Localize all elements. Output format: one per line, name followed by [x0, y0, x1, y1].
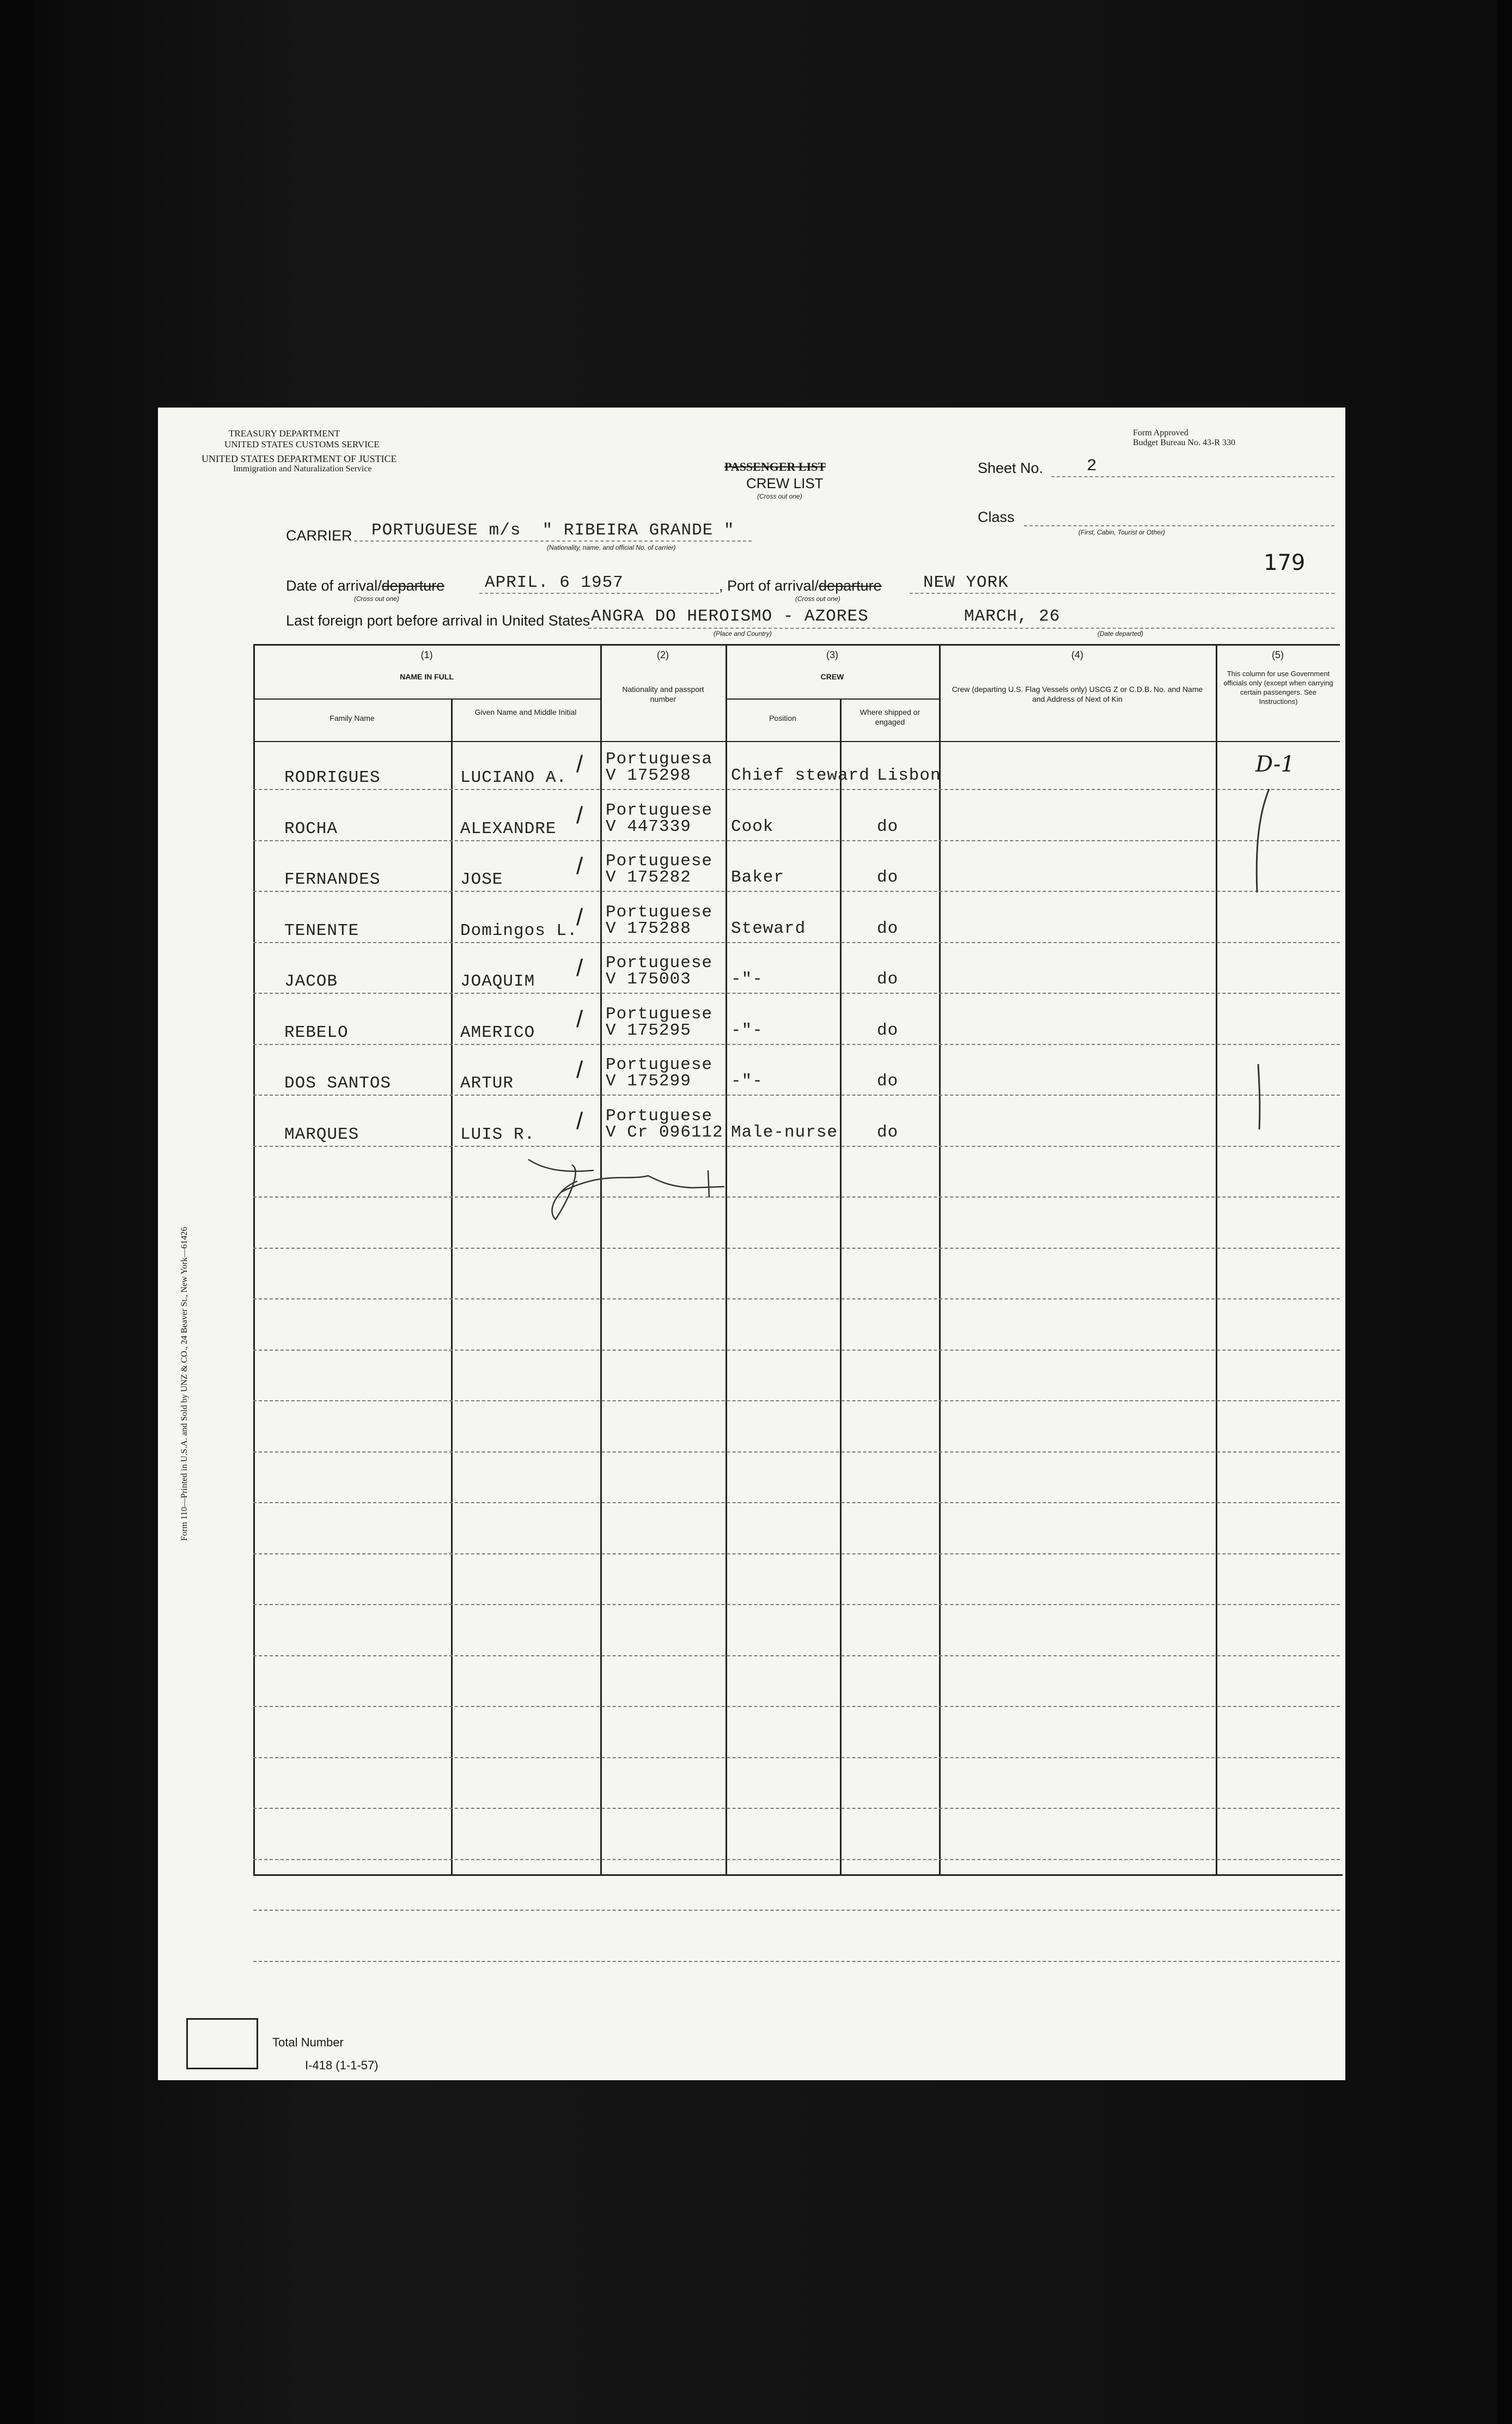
row-rule — [253, 840, 1340, 841]
col3a-header: Position — [769, 714, 796, 722]
name-subhead-line — [253, 698, 600, 700]
given-name: AMERICO — [460, 1023, 535, 1042]
given-name: ALEXANDRE — [460, 819, 557, 839]
col5-title: This column for use Government officials only (except when carrying certain passengers. See Instructions) — [1223, 670, 1333, 706]
divider-kin-official — [1216, 644, 1217, 1875]
check-mark: / — [576, 955, 583, 981]
date-line — [479, 593, 719, 594]
dept-line-1: TREASURY DEPARTMENT — [229, 428, 340, 439]
where-shipped: do — [877, 970, 899, 989]
date-label-struck: departure — [381, 578, 445, 594]
passport-number: V 175288 — [606, 919, 691, 938]
last-port-label: Last foreign port before arrival in United States — [286, 612, 590, 629]
passenger-list-struck: PASSENGER LIST — [724, 460, 826, 473]
family-name: REBELO — [284, 1023, 349, 1042]
position: -"- — [731, 1020, 763, 1040]
date-departed-note: (Date departed) — [1098, 630, 1144, 637]
row-rule — [253, 1859, 1340, 1860]
row-rule — [253, 1961, 1340, 1962]
row-rule — [253, 1196, 1340, 1198]
given-name: JOAQUIM — [460, 972, 535, 991]
where-shipped: do — [877, 919, 899, 938]
margin-note: D-1 — [1255, 752, 1295, 777]
last-port-value: ANGRA DO HEROISMO - AZORES — [591, 607, 869, 626]
port-label-text: , Port of arrival/ — [719, 578, 819, 594]
passport-number: V 175003 — [606, 970, 691, 989]
form-approved: Form Approved — [1133, 428, 1188, 438]
nationality: Portuguese — [606, 1106, 713, 1126]
passport-number: V 175282 — [606, 868, 691, 887]
row-rule — [253, 1757, 1340, 1758]
check-mark: / — [576, 1107, 583, 1134]
given-name: JOSE — [460, 870, 503, 889]
passport-number: V 175295 — [606, 1020, 691, 1040]
date-departed-value: MARCH, 26 — [964, 607, 1060, 626]
stamp-number: 179 — [1264, 550, 1306, 575]
col1-num: (1) — [420, 649, 433, 660]
row-rule — [253, 1910, 1340, 1911]
port-label — [719, 578, 882, 594]
row-rule — [253, 1095, 1340, 1096]
row-rule — [253, 1451, 1340, 1453]
nationality: Portuguese — [606, 902, 713, 922]
nationality: Portuguese — [606, 1004, 713, 1024]
row-rule — [253, 1044, 1340, 1045]
total-box — [186, 2018, 258, 2069]
col1a-header: Family Name — [330, 714, 375, 722]
divider-crew-kin — [939, 644, 941, 1875]
row-rule — [253, 789, 1340, 790]
nationality: Portuguese — [606, 953, 713, 973]
check-mark: / — [576, 1056, 583, 1083]
port-line — [910, 593, 1334, 594]
nationality: Portuguese — [606, 1055, 713, 1074]
divider-position-shipped — [840, 698, 842, 1875]
family-name: DOS SANTOS — [284, 1074, 392, 1093]
row-rule — [253, 942, 1340, 943]
header-bottom-line — [253, 741, 1340, 742]
row-rule — [253, 1350, 1340, 1351]
where-shipped: do — [877, 1072, 899, 1091]
position: Male-nurse — [731, 1122, 838, 1142]
sheet-number: 2 — [1087, 457, 1098, 476]
margin-stroke-lower — [1247, 1061, 1269, 1132]
dept-line-2: UNITED STATES CUSTOMS SERVICE — [224, 439, 380, 449]
where-shipped: do — [877, 817, 899, 836]
where-shipped: do — [877, 868, 899, 887]
date-cross-note: (Cross out one) — [354, 595, 399, 603]
family-name: TENENTE — [284, 921, 359, 940]
class-label: Class — [978, 509, 1015, 525]
port-cross-note: (Cross out one) — [795, 595, 840, 603]
col1-title: NAME IN FULL — [400, 672, 454, 681]
family-name: RODRIGUES — [284, 768, 381, 787]
row-rule — [253, 1298, 1340, 1299]
crew-subhead-line — [725, 698, 939, 700]
form-number: I-418 (1-1-57) — [305, 2058, 379, 2072]
given-name: LUIS R. — [460, 1125, 535, 1144]
row-rule — [253, 1604, 1340, 1605]
position: Cook — [731, 817, 774, 836]
nationality: Portuguesa — [606, 750, 713, 769]
class-line — [1024, 525, 1334, 526]
row-rule — [253, 1655, 1340, 1656]
passport-number: V Cr 096112 — [606, 1122, 723, 1142]
date-label-text: Date of arrival/ — [286, 578, 382, 594]
position: Chief steward — [731, 766, 870, 785]
row-rule — [253, 1146, 1340, 1147]
row-rule — [253, 891, 1340, 892]
signature — [496, 1149, 746, 1230]
col5-num: (5) — [1272, 649, 1284, 660]
check-mark: / — [576, 1005, 583, 1032]
given-name: LUCIANO A. — [460, 768, 568, 787]
last-port-line — [588, 628, 1334, 629]
cross-out-note: (Cross out one) — [757, 493, 802, 500]
dept-line-4: Immigration and Naturalization Service — [233, 464, 372, 473]
table-left-line — [253, 644, 255, 1875]
carrier-value: PORTUGUESE m/s " RIBEIRA GRANDE " — [371, 521, 735, 540]
total-label: Total Number — [272, 2036, 344, 2049]
family-name: FERNANDES — [284, 870, 381, 889]
port-label-struck: departure — [819, 578, 882, 594]
where-shipped: do — [877, 1020, 899, 1040]
position: -"- — [731, 1072, 763, 1091]
divider-nationality-crew — [725, 644, 727, 1875]
table-bottom-line — [253, 1874, 1343, 1876]
table-top-line — [253, 644, 1340, 646]
check-mark: / — [576, 801, 583, 829]
col4-num: (4) — [1071, 649, 1083, 660]
col3-num: (3) — [826, 649, 838, 660]
date-label — [286, 578, 444, 594]
row-rule — [253, 1248, 1340, 1249]
given-name: Domingos L. — [460, 921, 578, 940]
crew-list-title: CREW LIST — [746, 475, 824, 491]
place-note: (Place and Country) — [714, 630, 772, 637]
port-value: NEW YORK — [923, 573, 1009, 592]
dept-line-3: UNITED STATES DEPARTMENT OF JUSTICE — [202, 453, 397, 464]
position: Baker — [731, 868, 785, 887]
family-name: ROCHA — [284, 819, 338, 839]
side-print: Form 110—Printed in U.S.A. and Sold by UNZ & CO., 24 Beaver St., New York—61426 — [180, 1226, 189, 1541]
carrier-line — [354, 540, 752, 542]
carrier-note: (Nationality, name, and official No. of carrier) — [547, 544, 676, 551]
date-value: APRIL. 6 1957 — [485, 573, 624, 592]
divider-name-nationality — [600, 644, 602, 1875]
col2-title: Nationality and passport number — [622, 685, 704, 703]
carrier-label: CARRIER — [286, 527, 352, 544]
row-rule — [253, 993, 1340, 994]
col3b-header: Where shipped or engaged — [859, 708, 920, 726]
given-name: ARTUR — [460, 1074, 514, 1093]
budget-bureau: Budget Bureau No. 43-R 330 — [1133, 438, 1235, 447]
col1b-header: Given Name and Middle Initial — [474, 708, 577, 716]
passport-number: V 447339 — [606, 817, 691, 836]
sheet-line — [1051, 476, 1334, 477]
row-rule — [253, 1502, 1340, 1503]
row-rule — [253, 1808, 1340, 1809]
position: -"- — [731, 970, 763, 989]
nationality: Portuguese — [606, 800, 713, 820]
check-mark: / — [576, 903, 583, 931]
position: Steward — [731, 919, 806, 938]
margin-stroke — [1236, 783, 1280, 1012]
crew-list-form — [158, 408, 1345, 2080]
where-shipped: do — [877, 1122, 899, 1142]
row-rule — [253, 1553, 1340, 1554]
col4-title: Crew (departing U.S. Flag Vessels only) USCG Z or C.D.B. No. and Name and Address of Next of Kin — [952, 685, 1203, 703]
passport-number: V 175299 — [606, 1072, 691, 1091]
row-rule — [253, 1706, 1340, 1707]
col3-title: CREW — [820, 672, 844, 681]
check-mark: / — [576, 853, 583, 879]
nationality: Portuguese — [606, 852, 713, 871]
divider-family-given — [451, 698, 453, 1875]
passport-number: V 175298 — [606, 766, 691, 785]
check-mark: / — [576, 751, 583, 777]
col2-num: (2) — [657, 649, 669, 660]
row-rule — [253, 1400, 1340, 1401]
family-name: MARQUES — [284, 1125, 359, 1144]
class-note: (First, Cabin, Tourist or Other) — [1078, 528, 1165, 536]
family-name: JACOB — [284, 972, 338, 991]
sheet-label: Sheet No. — [978, 460, 1044, 476]
where-shipped: Lisbon — [877, 766, 941, 785]
